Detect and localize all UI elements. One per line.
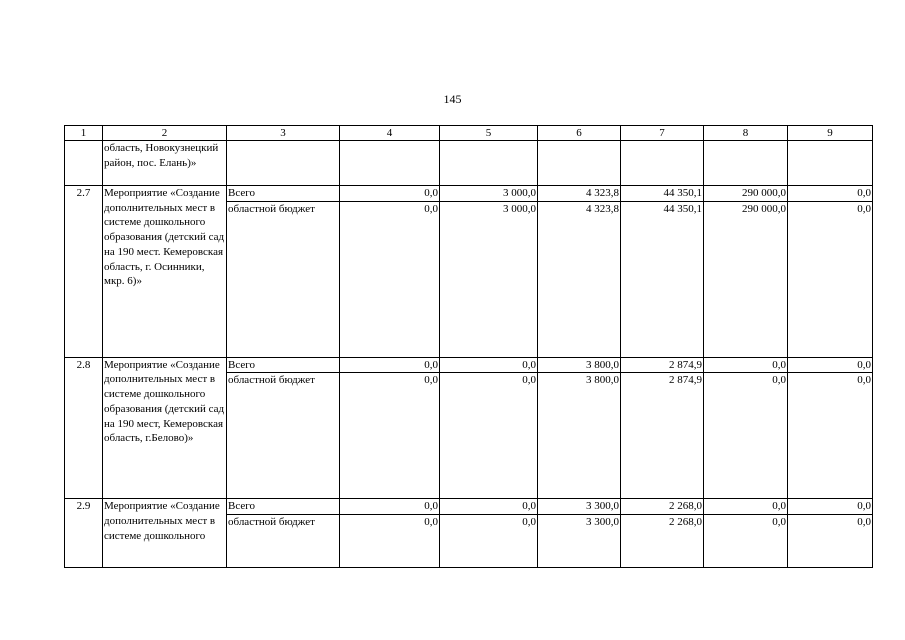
value-cell: 0,0 bbox=[440, 373, 538, 499]
column-header: 7 bbox=[621, 126, 704, 141]
value-cell: 44 350,1 bbox=[621, 186, 704, 202]
table-row bbox=[65, 141, 873, 186]
value-cell: 44 350,1 bbox=[621, 201, 704, 357]
value-cell: 0,0 bbox=[788, 357, 873, 373]
value-cell: 3 300,0 bbox=[538, 499, 621, 515]
column-header: 5 bbox=[440, 126, 538, 141]
value-cell: 0,0 bbox=[340, 201, 440, 357]
column-header: 3 bbox=[227, 126, 340, 141]
value-cell: 3 000,0 bbox=[440, 201, 538, 357]
table-row bbox=[65, 186, 873, 202]
column-header: 4 bbox=[340, 126, 440, 141]
value-cell: 0,0 bbox=[440, 357, 538, 373]
value-cell: 0,0 bbox=[440, 515, 538, 568]
measure-name-cell: Мероприятие «Создание дополнительных мест в системе дошкольного образования (детский сад на 190 мест, Кемеровская область, г.Белово)» bbox=[103, 357, 227, 499]
row-number-cell: 2.7 bbox=[65, 186, 103, 358]
value-cell: 2 268,0 bbox=[621, 499, 704, 515]
measure-name-cell: область, Новокузнецкий район, пос. Елань)» bbox=[103, 141, 227, 186]
source-cell: областной бюджет bbox=[227, 515, 340, 568]
value-cell: 0,0 bbox=[788, 201, 873, 357]
value-cell: 0,0 bbox=[788, 499, 873, 515]
source-cell: областной бюджет bbox=[227, 201, 340, 357]
value-cell: 0,0 bbox=[340, 373, 440, 499]
table-header-row bbox=[65, 126, 873, 141]
row-number-cell: 2.9 bbox=[65, 499, 103, 568]
value-cell: 0,0 bbox=[704, 499, 788, 515]
column-header: 2 bbox=[103, 126, 227, 141]
budget-table bbox=[64, 125, 873, 568]
value-cell: 0,0 bbox=[704, 357, 788, 373]
source-cell bbox=[227, 141, 340, 186]
table-row bbox=[65, 357, 873, 373]
row-number-cell bbox=[65, 141, 103, 186]
value-cell: 0,0 bbox=[440, 499, 538, 515]
value-cell bbox=[621, 141, 704, 186]
value-cell: 0,0 bbox=[340, 515, 440, 568]
value-cell bbox=[340, 141, 440, 186]
value-cell bbox=[704, 141, 788, 186]
value-cell: 3 000,0 bbox=[440, 186, 538, 202]
source-cell: Всего bbox=[227, 186, 340, 202]
value-cell: 0,0 bbox=[788, 515, 873, 568]
value-cell: 0,0 bbox=[340, 186, 440, 202]
page-number: 145 bbox=[443, 92, 462, 106]
value-cell: 4 323,8 bbox=[538, 186, 621, 202]
value-cell: 2 268,0 bbox=[621, 515, 704, 568]
column-header: 6 bbox=[538, 126, 621, 141]
column-header: 9 bbox=[788, 126, 873, 141]
source-cell: областной бюджет bbox=[227, 373, 340, 499]
row-number-cell: 2.8 bbox=[65, 357, 103, 499]
value-cell: 0,0 bbox=[788, 186, 873, 202]
column-header: 8 bbox=[704, 126, 788, 141]
value-cell: 0,0 bbox=[704, 373, 788, 499]
value-cell: 290 000,0 bbox=[704, 186, 788, 202]
value-cell: 2 874,9 bbox=[621, 373, 704, 499]
value-cell: 3 800,0 bbox=[538, 357, 621, 373]
measure-name-cell: Мероприятие «Создание дополнительных мест в системе дошкольного образования (детский сад на 190 мест. Кемеровская область, г. Осинники, мкр. 6)» bbox=[103, 186, 227, 358]
value-cell: 0,0 bbox=[704, 515, 788, 568]
value-cell bbox=[788, 141, 873, 186]
measure-name-cell: Мероприятие «Создание дополнительных мест в системе дошкольного bbox=[103, 499, 227, 568]
source-cell: Всего bbox=[227, 499, 340, 515]
value-cell: 290 000,0 bbox=[704, 201, 788, 357]
value-cell: 0,0 bbox=[340, 499, 440, 515]
value-cell: 4 323,8 bbox=[538, 201, 621, 357]
source-cell: Всего bbox=[227, 357, 340, 373]
value-cell bbox=[538, 141, 621, 186]
value-cell: 0,0 bbox=[788, 373, 873, 499]
value-cell bbox=[440, 141, 538, 186]
value-cell: 0,0 bbox=[340, 357, 440, 373]
column-header: 1 bbox=[65, 126, 103, 141]
value-cell: 3 800,0 bbox=[538, 373, 621, 499]
value-cell: 2 874,9 bbox=[621, 357, 704, 373]
table-row bbox=[65, 499, 873, 515]
value-cell: 3 300,0 bbox=[538, 515, 621, 568]
